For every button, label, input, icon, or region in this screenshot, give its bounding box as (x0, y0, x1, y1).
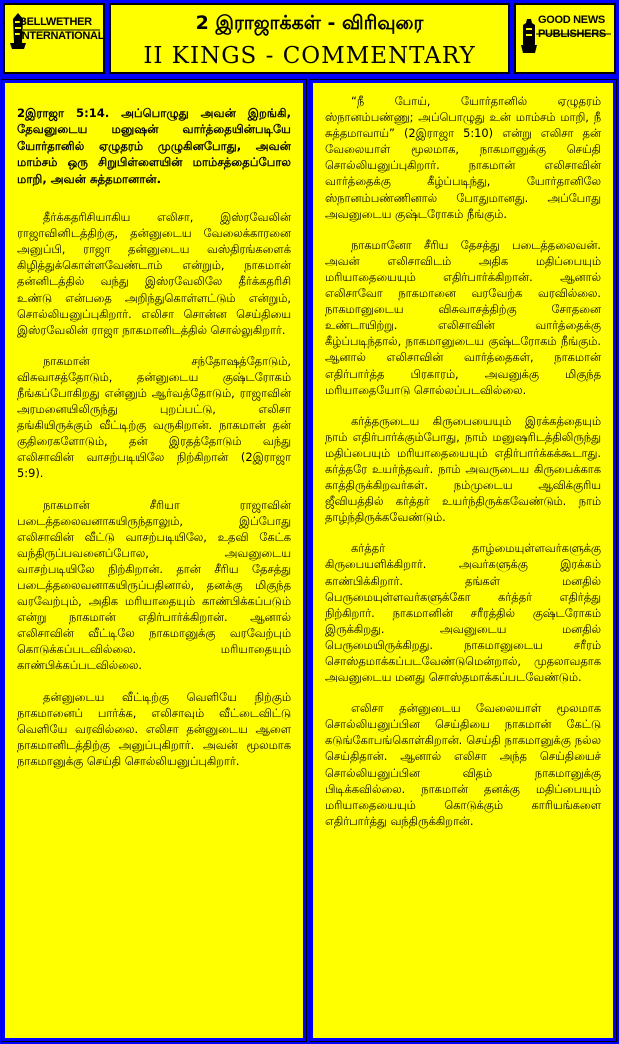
logo-left-line1: BELLWETHER (19, 16, 92, 28)
bellwether-logo (3, 3, 105, 74)
title-box (109, 3, 510, 74)
left-column (2, 80, 306, 1041)
logo-right-line2: PUBLISHERS (538, 28, 606, 40)
paragraph-text: நாகமான் சந்தோஷத்தோடும், விசுவாசத்தோடும், தன்னுடைய குஷ்டரோகம் நீங்கப்போகிறது என்னும் ஆர்வத்தோடும், ராஜாவின் அரமனையிலிருந்து புறப்பட்டு, எலிசா தங்கியிருக்கும் வீட்டிற்கு வருகிறான். நாகமான் தன் குதிரைகளோடும், தன் இரதத்தோடும் வந்து எலிசாவின் வாசற்படியிலே நிற்கிறான் (2இராஜா 5:9). (17, 353, 291, 481)
good-news-logo (514, 3, 616, 74)
logo-left-line2: INTERNATIONAL (19, 30, 105, 42)
page-header (0, 0, 619, 79)
commentary-paragraph (325, 237, 601, 398)
commentary-paragraph (325, 700, 601, 829)
paragraph-text: நாகமான் சீரியா ராஜாவின் படைத்தலைவனாகயிருந்தாலும், இப்போது எலிசாவின் வீட்டு வாசற்படியிலே, உதவி கேட்க வந்திருப்பவனைப்போல, அவனுடைய வாசற்படியிலே நிற்கிறான். தான் சீரிய தேசத்து படைத்தலைவனாகயிருப்பதினால், தனக்கு மிகுந்த வரவேற்பும், அதிக மரியாதையும் காண்பிக்கப்படும் என்று நாகமான் எதிர்பார்க்கிறான். ஆனால் எலிசாவின் வீட்டிலே நாகமானுக்கு வரவேற்பும் கொடுக்கப்படவில்லை. மரியாதையும் காண்பிக்கப்படவில்லை. (17, 497, 291, 673)
paragraph-text: “நீ போய், யோர்தானில் ஏழுதரம் ஸ்நானம்பண்ணு; அப்பொழுது உன் மாம்சம் மாறி, நீ சுத்தமாவாய்” (2இராஜா 5:10) என்று எலிசா தன் வேலையாள் மூலமாக, நாகமானுக்கு செய்தி சொல்லியனுப்புகிறார். நாகமான் எலிசாவின் வார்த்தைக்கு கீழ்ப்படிந்து, யோர்தானிலே ஸ்நானம்பண்ணினால் போதுமானது. அப்போது அவனுடைய குஷ்டரோகம் நீங்கும். (325, 94, 601, 221)
bellwether-logo-text (19, 15, 104, 43)
paragraph-text: எலிசா தன்னுடைய வேலையாள் மூலமாக சொல்லியனுப்பின செய்தியை நாகமான் கேட்டு கடுங்கோபங்கொள்கிறான். செய்தி நாகமானுக்கு நல்ல செய்திதான். ஆனால் எலிசா அந்த செய்தியைச் சொல்லியனுப்பின விதம் நாகமானுக்கு பிடிக்கவில்லை. நாகமான் தனக்கு மதிப்பையும் மரியாதையையும் கொடுக்கும் காரியங்களை எதிர்பார்த்து வந்திருக்கிறான். (325, 701, 601, 828)
commentary-paragraph (17, 353, 291, 482)
paragraph-text: தன்னுடைய வீட்டிற்கு வெளியே நிற்கும் நாகமானைப் பார்க்க, எலிசாவும் வீட்டைவிட்டு வெளியே வரவில்லை. எலிசா தன்னுடைய ஆளை நாகமானிடத்திற்கு அனுப்புகிறார். அவன் மூலமாக நாகமானுக்கு செய்தி சொல்லியனுப்புகிறார். (17, 689, 291, 768)
commentary-paragraph (325, 413, 601, 526)
right-column (310, 80, 616, 1041)
scripture-verse: 2இராஜா 5:14. அப்பொழுது அவன் இறங்கி, தேவனுடைய மனுஷன் வார்த்தையின்படியே யோர்தானில் ஏழுதரம் முழுகினபோது, அவன் மாம்சம் ஒரு சிறுபிள்ளையின் மாம்சத்தைப்போல மாறி, அவன் சுத்தமானான். (17, 106, 291, 186)
logo-right-line1: GOOD NEWS (538, 14, 605, 26)
commentary-paragraph (17, 689, 291, 769)
page-title-tamil: 2 இராஜாக்கள் - விரிவுரை (195, 12, 424, 34)
commentary-paragraph (17, 209, 291, 338)
commentary-paragraph (325, 93, 601, 222)
paragraph-text: கர்த்தருடைய கிருபையையும் இரக்கத்தையும் நாம் எதிர்பார்க்கும்போது, நாம் மனுஷரிடத்திலிருந்து மதிப்பையும் மரியாதையையும் எதிர்பார்க்கக்கூடாது. கர்த்தரே உயர்ந்தவர். நாம் அவருடைய கிருபைக்காக காத்திருக்கிறவர்கள். நம்முடைய ஆவிக்குரிய ஜீவியத்தில் கர்த்தர் உயர்ந்திருக்கவேண்டும். நாம் தாழ்ந்திருக்கவேண்டும். (325, 413, 601, 525)
good-news-logo-text (538, 13, 606, 41)
commentary-paragraph (17, 497, 291, 674)
paragraph-text: தீர்க்கதரிசியாகிய எலிசா, இஸ்ரவேலின் ராஜாவினிடத்திற்கு, தன்னுடைய வேலைக்காரனை அனுப்பி, ராஜா தன்னுடைய வஸ்திரங்களைக் கிழித்துக்கொள்ளவேண்டாம் என்றும், நாகமான் தன்னிடத்தில் வந்து இஸ்ரவேலிலே தீர்க்கதரிசி உண்டு என்பதை அறிந்துகொள்ளட்டும் என்றும், சொல்லியனுப்புகிறார். எலிசா சொன்ன செய்தியை இஸ்ரவேலின் ராஜா நாகமானிடத்தில் சொல்லுகிறார். (17, 210, 291, 337)
commentary-paragraph (325, 540, 601, 685)
paragraph-text: நாகமானோ சீரிய தேசத்து படைத்தலைவன். அவன் எலிசாவிடம் அதிக மதிப்பையும் மரியாதையையும் எதிர்பார்க்கிறான். ஆனால் எலிசாவோ நாகமானை வரவேற்க வரவில்லை. நாகமானுடைய விசுவாசத்திற்கு சோதனை உண்டாயிற்று. எலிசாவின் வார்த்தைக்கு கீழ்ப்படிந்தால், நாகமானுடைய குஷ்டரோகம் நீங்கும். ஆனால் எலிசாவின் வார்த்தைகள், நாகமான் எதிர்பார்த்த பிரகாரம், அவனுக்கு மிகுந்த மரியாதையோடு சொல்லப்படவில்லை. (325, 237, 601, 397)
paragraph-text: கர்த்தர் தாழ்மையுள்ளவர்களுக்கு கிருபையளிக்கிறார். அவர்களுக்கு இரக்கம் காண்பிக்கிறார். தங்கள் மனதில் பெருமையுள்ளவர்களுக்கோ கர்த்தர் எதிர்த்து நிற்கிறார். நாகமானின் சரீரத்தில் குஷ்டரோகம் இருக்கிறது. அவனுடைய மனதில் பெருமையிருக்கிறது. நாகமானுடைய சரீரம் சொஸ்தமாக்கப்படவேண்டுமென்றால், முதலாவதாக அவனுடைய மனது சொஸ்தமாக்கப்படவேண்டும். (325, 541, 601, 685)
page-title-english: II KINGS - COMMENTARY (143, 43, 476, 69)
